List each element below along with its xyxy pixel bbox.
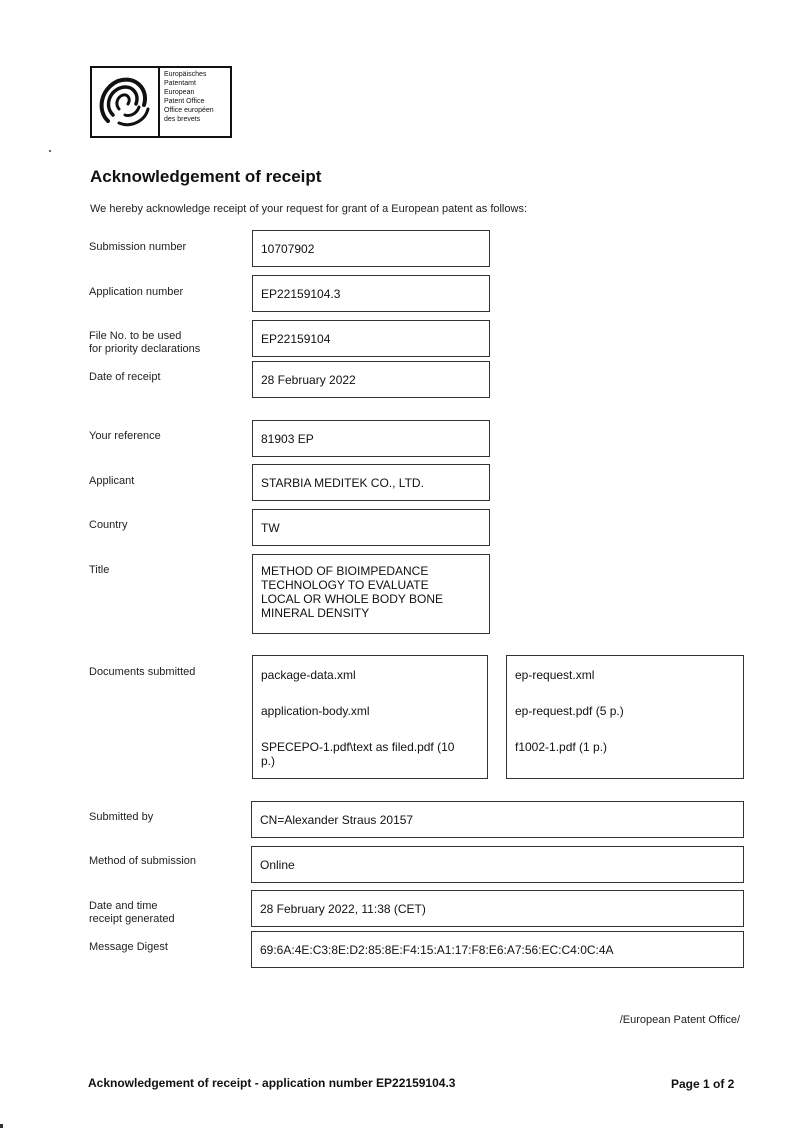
message-digest-box bbox=[251, 931, 744, 968]
file-number-label-line: File No. to be used bbox=[89, 330, 182, 342]
file-number-value: EP22159104 bbox=[261, 331, 331, 346]
logo-name-line: Europäisches bbox=[164, 71, 207, 78]
logo-name-line: European bbox=[164, 89, 195, 97]
title-line: TECHNOLOGY TO EVALUATE bbox=[261, 578, 429, 592]
submission-number-box bbox=[252, 230, 490, 267]
footer-document-title: Acknowledgement of receipt - application number EP22159104.3 bbox=[88, 1076, 456, 1090]
file-number-box bbox=[252, 320, 490, 357]
document-item: package-data.xml bbox=[261, 668, 356, 682]
epo-logo bbox=[90, 66, 232, 138]
logo-name-line: des brevets bbox=[164, 116, 201, 124]
method-of-submission-value: Online bbox=[260, 857, 295, 872]
application-number-box bbox=[252, 275, 490, 312]
applicant-box bbox=[252, 464, 490, 501]
message-digest-label: Message Digest bbox=[89, 941, 168, 953]
application-number-label: Application number bbox=[89, 286, 184, 298]
file-number-label bbox=[89, 330, 200, 356]
country-box bbox=[252, 509, 490, 546]
documents-right-box bbox=[506, 655, 744, 779]
date-time-generated-label-line: receipt generated bbox=[89, 913, 175, 925]
documents-left-box bbox=[252, 655, 488, 779]
date-time-generated-label bbox=[89, 900, 175, 926]
title-line: LOCAL OR WHOLE BODY BONE bbox=[261, 592, 444, 606]
document-item: SPECEPO-1.pdf\text as filed.pdf (10 bbox=[261, 740, 455, 754]
epo-spiral-icon bbox=[95, 71, 155, 133]
date-time-generated-value: 28 February 2022, 11:38 (CET) bbox=[260, 901, 426, 916]
your-reference-value: 81903 EP bbox=[261, 431, 314, 446]
date-time-generated-box bbox=[251, 890, 744, 927]
date-of-receipt-value: 28 February 2022 bbox=[261, 372, 356, 387]
your-reference-label: Your reference bbox=[89, 430, 161, 442]
message-digest-value: 69:6A:4E:C3:8E:D2:85:8E:F4:15:A1:17:F8:E6:A7:56:EC:C4:0C:4A bbox=[260, 942, 614, 957]
office-signature: /European Patent Office/ bbox=[619, 1014, 740, 1026]
submission-number-value: 10707902 bbox=[261, 241, 315, 256]
application-number-value: EP22159104.3 bbox=[261, 286, 341, 301]
page-title: Acknowledgement of receipt bbox=[90, 167, 322, 186]
title-line: METHOD OF BIOIMPEDANCE bbox=[261, 564, 429, 578]
title-box bbox=[252, 554, 490, 634]
date-of-receipt-label: Date of receipt bbox=[89, 371, 161, 383]
footer-page-number: Page 1 of 2 bbox=[671, 1077, 735, 1091]
logo-name-line: Patent Office bbox=[164, 98, 205, 106]
title-line: MINERAL DENSITY bbox=[261, 606, 370, 620]
country-value: TW bbox=[261, 520, 280, 535]
submitted-by-box bbox=[251, 801, 744, 838]
document-item-continuation: p.) bbox=[261, 754, 276, 768]
document-item: application-body.xml bbox=[261, 704, 370, 718]
document-item: ep-request.xml bbox=[515, 668, 595, 682]
documents-submitted-label: Documents submitted bbox=[89, 666, 196, 678]
method-of-submission-box bbox=[251, 846, 744, 883]
logo-divider bbox=[158, 68, 160, 136]
applicant-value: STARBIA MEDITEK CO., LTD. bbox=[261, 475, 424, 490]
applicant-label: Applicant bbox=[89, 475, 135, 487]
submitted-by-label: Submitted by bbox=[89, 811, 154, 823]
date-of-receipt-box bbox=[252, 361, 490, 398]
country-label: Country bbox=[89, 519, 128, 531]
scan-speck bbox=[0, 1124, 3, 1128]
title-label: Title bbox=[89, 564, 110, 576]
logo-name-line: Office européen bbox=[164, 107, 214, 115]
document-item: ep-request.pdf (5 p.) bbox=[515, 704, 624, 718]
submission-number-label: Submission number bbox=[89, 241, 187, 253]
logo-name-line: Patentamt bbox=[164, 80, 196, 88]
document-item: f1002-1.pdf (1 p.) bbox=[515, 740, 608, 754]
method-of-submission-label: Method of submission bbox=[89, 855, 196, 867]
scan-speck bbox=[49, 150, 51, 152]
file-number-label-line: for priority declarations bbox=[89, 343, 201, 355]
submitted-by-value: CN=Alexander Straus 20157 bbox=[260, 812, 414, 827]
intro-text: We hereby acknowledge receipt of your request for grant of a European patent as follows: bbox=[90, 203, 527, 215]
date-time-generated-label-line: Date and time bbox=[89, 900, 158, 912]
your-reference-box bbox=[252, 420, 490, 457]
logo-office-names bbox=[164, 71, 232, 126]
